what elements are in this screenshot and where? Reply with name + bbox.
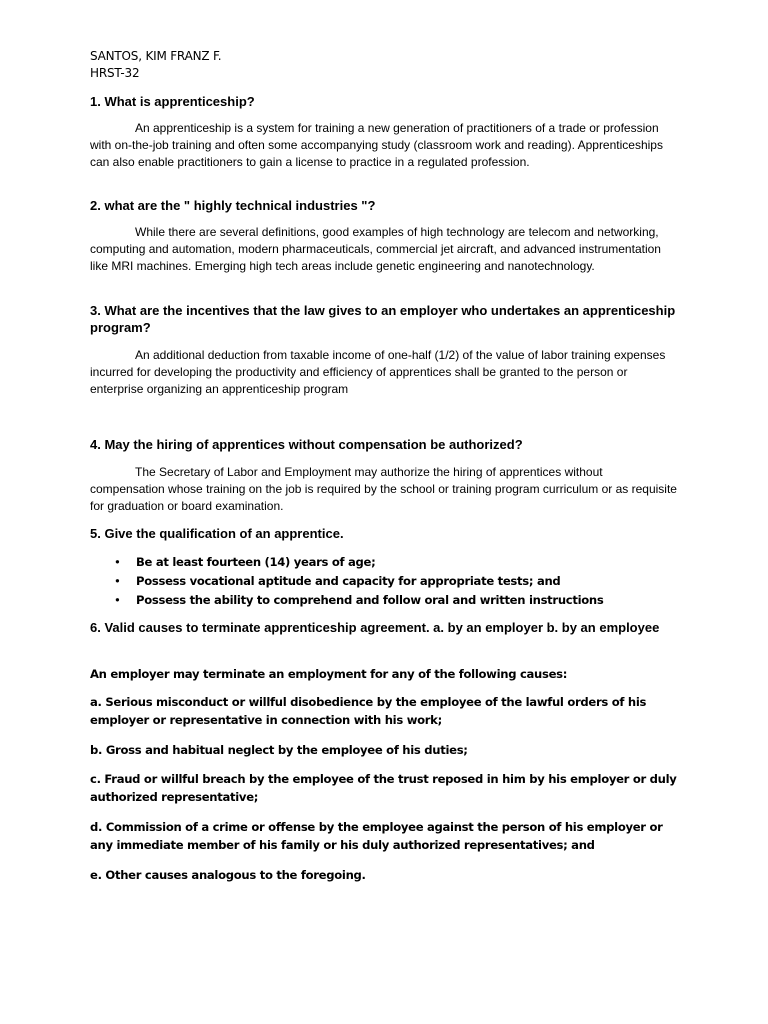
- question-2: 2. what are the " highly technical industries "?: [90, 198, 376, 213]
- student-header: [90, 48, 678, 82]
- answer-1: An apprenticeship is a system for training a new generation of practitioners of a trade or profession with on-the-job training and often some accompanying study (classroom work and reading). Apprenticeships can also enable practitioners to gain a license to practice in a regulated profession.: [90, 121, 663, 169]
- cause-e: e. Other causes analogous to the foregoing.: [90, 868, 366, 882]
- student-section: HRST-32: [90, 66, 140, 80]
- bullet-icon: •: [114, 593, 121, 607]
- list-item: • Possess vocational aptitude and capacity for appropriate tests; and: [90, 572, 678, 591]
- question-6: 6. Valid causes to terminate apprenticeship agreement. a. by an employer b. by an employee: [90, 620, 660, 635]
- question-4: 4. May the hiring of apprentices without compensation be authorized?: [90, 437, 523, 452]
- student-name: SANTOS, KIM FRANZ F.: [90, 49, 222, 63]
- answer-2: While there are several definitions, good examples of high technology are telecom and networking, computing and automation, modern pharmaceuticals, commercial jet aircraft, and advanced instrumentation like MRI machines. Emerging high tech areas include genetic engineering and nanotechnology.: [90, 225, 661, 273]
- question-5: 5. Give the qualification of an apprentice.: [90, 526, 344, 541]
- cause-a: a. Serious misconduct or willful disobedience by the employee of the lawful orders of his employer or representative in connection with his work;: [90, 695, 647, 727]
- cause-c: c. Fraud or willful breach by the employee of the trust reposed in him by his employer or duly authorized representative;: [90, 772, 677, 804]
- cause-b: b. Gross and habitual neglect by the employee of his duties;: [90, 743, 468, 757]
- bullet-icon: •: [114, 574, 121, 588]
- list-item: • Possess the ability to comprehend and follow oral and written instructions: [90, 591, 678, 610]
- list-item: • Be at least fourteen (14) years of age;: [90, 553, 678, 572]
- question-3: 3. What are the incentives that the law gives to an employer who undertakes an apprenticeship program?: [90, 303, 676, 335]
- answer-4: The Secretary of Labor and Employment may authorize the hiring of apprentices without compensation whose training on the job is required by the school or training program curriculum or as requisite for graduation or board examination.: [90, 465, 677, 513]
- cause-d: d. Commission of a crime or offense by the employee against the person of his employer or any immediate member of his family or his duly authorized representatives; and: [90, 820, 663, 852]
- answer-3: An additional deduction from taxable income of one-half (1/2) of the value of labor training expenses incurred for developing the productivity and efficiency of apprentices shall be granted to the person or enterprise organizing an apprenticeship program: [90, 348, 666, 396]
- qualification-list: [90, 553, 678, 610]
- question-1: 1. What is apprenticeship?: [90, 94, 255, 109]
- termination-intro: An employer may terminate an employment for any of the following causes:: [90, 667, 568, 681]
- bullet-icon: •: [114, 555, 121, 569]
